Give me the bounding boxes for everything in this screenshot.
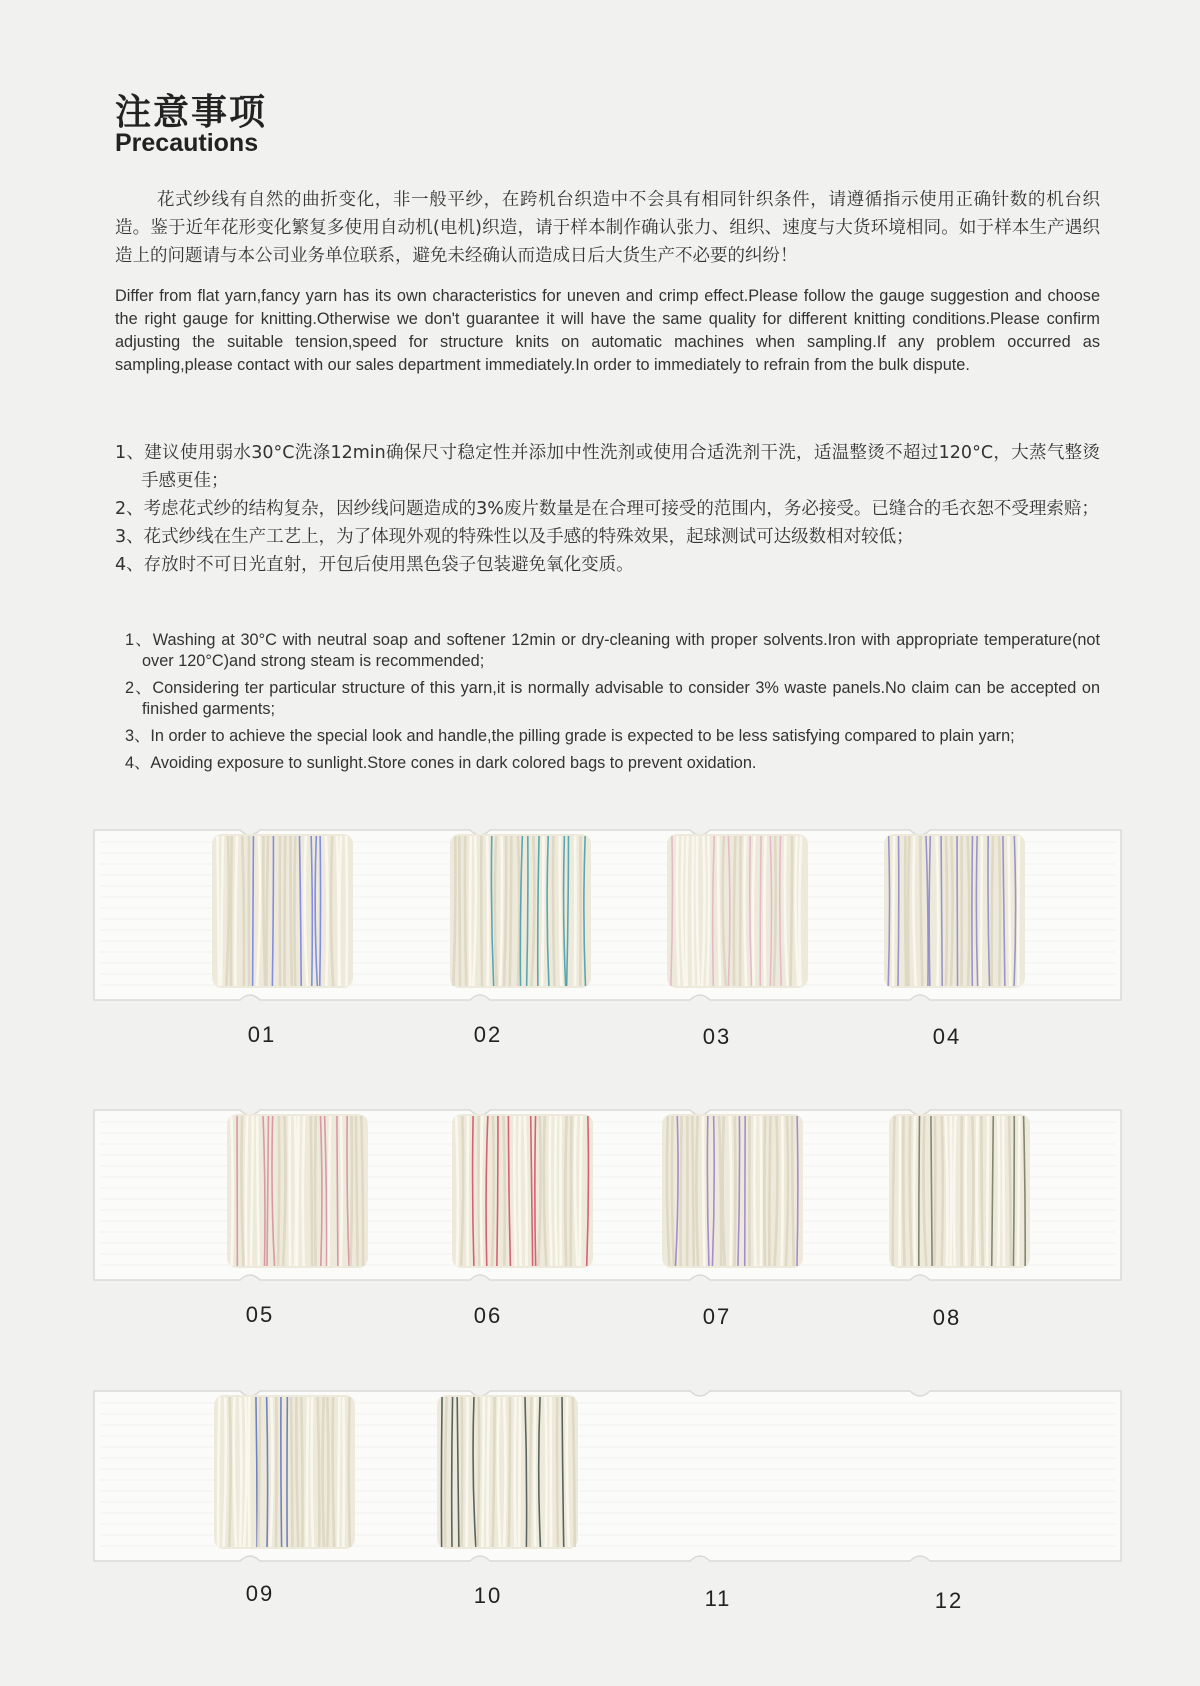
swatch-label-09: 09 <box>245 1581 275 1606</box>
intro-paragraph-en: Differ from flat yarn,fancy yarn has its own characteristics for uneven and crimp effect.Please follow the gauge suggestion and choose the right gauge for knitting.Otherwise we don't guarantee it will have the same quality for different knitting conditions.Please confirm adjusting the suitable tension,speed for structure knits on automatic machines when sampling.If any problem occurred as sampling,please contact with our sales department immediately.In order to immediately to refrain from the bulk dispute. <box>115 287 1100 374</box>
yarn-swatch-07 <box>660 1112 805 1270</box>
note-en-3: 3、In order to achieve the special look and handle,the pilling grade is expected to be less satisfying compared to plain yarn; <box>125 727 1015 745</box>
page-title-cn: 注意事项 <box>115 92 268 133</box>
yarn-swatch-06 <box>450 1112 595 1270</box>
yarn-swatch-03 <box>665 832 810 990</box>
swatch-label-03: 03 <box>702 1024 732 1049</box>
yarn-swatch-08 <box>887 1112 1032 1270</box>
note-en-4: 4、Avoiding exposure to sunlight.Store cones in dark colored bags to prevent oxidation. <box>125 754 757 772</box>
yarn-swatch-01 <box>210 832 355 990</box>
note-cn-3: 3、花式纱线在生产工艺上，为了体现外观的特殊性以及手感的特殊效果，起球测试可达级数相对较低； <box>115 527 914 547</box>
swatch-label-01: 01 <box>247 1022 277 1047</box>
note-en-2: 2、Considering ter particular structure of this yarn,it is normally advisable to consider 3% waste panels.No claim can be accepted on finished garments; <box>125 679 1100 718</box>
notes-list-en <box>115 630 1100 780</box>
swatch-label-07: 07 <box>702 1304 732 1329</box>
yarn-swatch-04 <box>882 832 1027 990</box>
swatch-card-row-3 <box>90 1383 1125 1569</box>
swatch-label-10: 10 <box>473 1583 503 1608</box>
yarn-swatch-09 <box>212 1393 357 1551</box>
note-en-1: 1、Washing at 30°C with neutral soap and softener 12min or dry-cleaning with proper solvents.Iron with appropriate temperature(not over 120°C)and strong steam is recommended; <box>125 631 1100 670</box>
swatch-card-row-1 <box>90 822 1125 1008</box>
swatch-label-06: 06 <box>473 1303 503 1328</box>
yarn-swatch-10 <box>435 1393 580 1551</box>
note-cn-2: 2、考虑花式纱的结构复杂，因纱线问题造成的3%废片数量是在合理可接受的范围内，务必接受。已缝合的毛衣恕不受理索赔； <box>115 499 1099 519</box>
yarn-swatch-02 <box>448 832 593 990</box>
note-cn-4: 4、存放时不可日光直射，开包后使用黑色袋子包装避免氧化变质。 <box>115 555 634 575</box>
swatch-label-04: 04 <box>932 1024 962 1049</box>
swatch-label-08: 08 <box>932 1305 962 1330</box>
notes-list-cn <box>115 439 1100 579</box>
yarn-swatch-05 <box>225 1112 370 1270</box>
swatch-label-02: 02 <box>473 1022 503 1047</box>
page-title-en: Precautions <box>115 129 259 157</box>
swatch-label-05: 05 <box>245 1302 275 1327</box>
note-cn-1: 1、建议使用弱水30°C洗涤12min确保尺寸稳定性并添加中性洗剂或使用合适洗剂干洗，适温整烫不超过120°C，大蒸气整烫手感更佳； <box>115 443 1100 491</box>
swatch-card-row-2 <box>90 1102 1125 1288</box>
swatch-label-11: 11 <box>704 1586 732 1611</box>
intro-paragraph-cn: 花式纱线有自然的曲折变化，非一般平纱，在跨机台织造中不会具有相同针织条件，请遵循指示使用正确针数的机台织造。鉴于近年花形变化繁复多使用自动机(电机)织造，请于样本制作确认张力、组织、速度与大货环境相同。如于样本生产遇织造上的问题请与本公司业务单位联系，避免未经确认而造成日后大货生产不必要的纠纷！ <box>115 190 1100 266</box>
swatch-label-12: 12 <box>934 1588 964 1613</box>
